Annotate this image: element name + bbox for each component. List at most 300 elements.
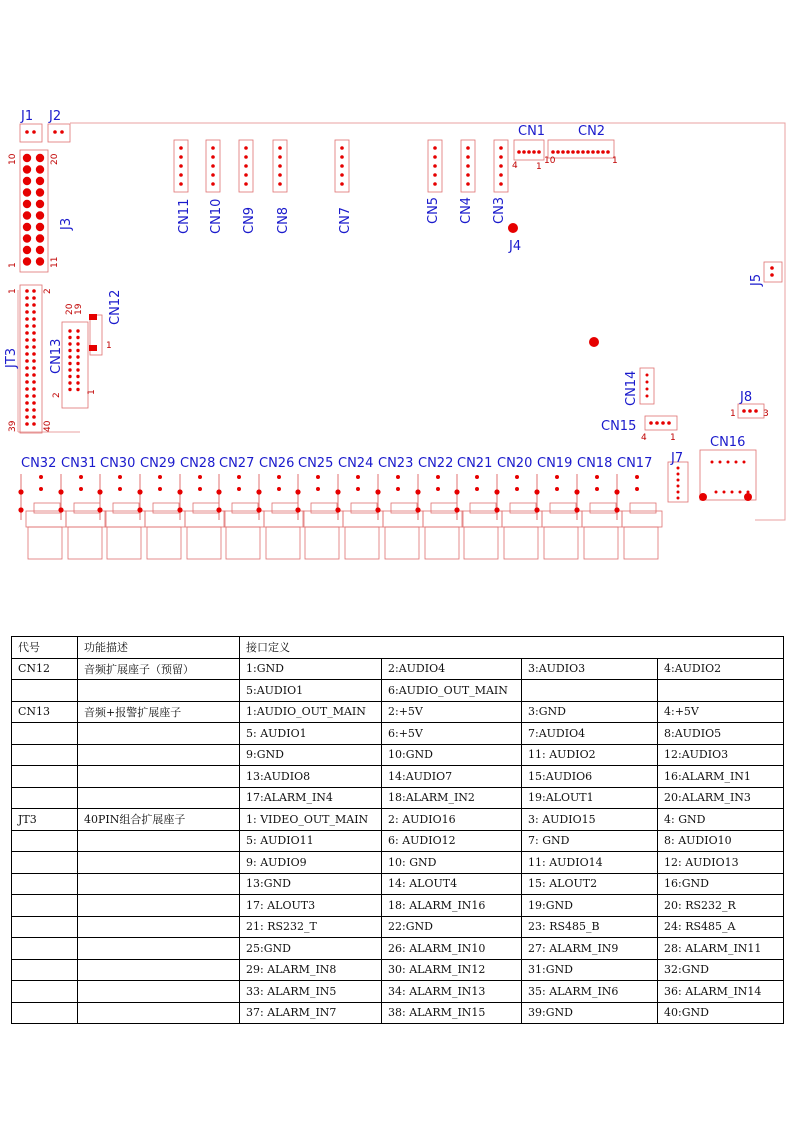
cell-pin: 7: GND [522,830,658,852]
label-cn14: CN14 [624,370,639,406]
cell-pin: 19:ALOUT1 [522,787,658,809]
silkscreen-outline [590,503,616,513]
silkscreen-outline [62,322,88,408]
bnc-pad [216,489,221,494]
silkscreen-outline [48,124,70,142]
silkscreen-outline [28,527,62,559]
label-cn3: CN3 [492,196,507,224]
cell-pin: 39:GND [522,1002,658,1024]
silkscreen-outline [153,503,179,513]
pin-label: 1 [106,341,112,351]
pad [561,150,565,154]
pad [316,475,320,479]
pin-label: 20 [65,303,75,315]
silkscreen-outline [542,511,582,527]
bnc-pad [375,507,380,512]
pad [556,150,560,154]
silkscreen-outline [272,503,298,513]
pad [475,475,479,479]
bnc-pad [256,507,261,512]
cell-pin: 8: AUDIO10 [658,830,784,852]
header-pad [23,177,31,185]
cell-pin: 20:ALARM_IN3 [658,787,784,809]
pad [527,150,531,154]
pad [68,336,71,339]
header-interface: 接口定义 [240,637,784,659]
cell-pin: 15:AUDIO6 [522,766,658,788]
pad [433,182,437,186]
header-pad [36,165,44,173]
cell-code [12,938,78,960]
cell-function: 40PIN组合扩展座子 [78,809,240,831]
bnc-pad [494,489,499,494]
bnc-pad [177,507,182,512]
pad [277,487,281,491]
pad [198,487,202,491]
pad [25,380,29,384]
cell-function [78,680,240,702]
table-header-row [12,637,784,659]
cell-code [12,744,78,766]
pad [76,388,79,391]
silkscreen-outline [305,527,339,559]
label-cn21: CN21 [457,456,493,471]
pad [748,409,752,413]
cell-function [78,981,240,1003]
cell-pin: 13:AUDIO8 [240,766,382,788]
cell-code [12,852,78,874]
cell-pin: 26: ALARM_IN10 [382,938,522,960]
pin-label: 4 [512,161,518,171]
pin-label: 19 [74,303,84,315]
bnc-pad [614,507,619,512]
cell-code: JT3 [12,809,78,831]
label-cn27: CN27 [219,456,255,471]
pin-label: 11 [50,256,60,268]
cell-function [78,873,240,895]
silkscreen-outline [425,527,459,559]
pad [754,409,758,413]
pad [244,164,248,168]
bnc-pad [58,489,63,494]
pad [586,150,590,154]
cell-pin: 37: ALARM_IN7 [240,1002,382,1024]
pad [601,150,605,154]
pad [32,359,36,363]
pad [68,362,71,365]
pad [278,155,282,159]
pad [68,329,71,332]
pad [32,422,36,426]
cell-pin: 10:GND [382,744,522,766]
pad [211,173,215,177]
cell-code [12,766,78,788]
pad [677,497,680,500]
pad [677,473,680,476]
silkscreen-outline [464,527,498,559]
pad [356,475,360,479]
pin-label: 10 [8,153,18,165]
cell-pin: 14: ALOUT4 [382,873,522,895]
silkscreen-outline [74,503,100,513]
cell-pin: 6:+5V [382,723,522,745]
pad [32,310,36,314]
bnc-pad [58,507,63,512]
pad [742,409,746,413]
pad [32,303,36,307]
pad [744,493,752,501]
table-row [12,830,784,852]
pad [499,155,503,159]
pad [25,130,29,134]
pad [25,394,29,398]
pad [79,475,83,479]
silkscreen-outline [510,503,536,513]
cell-pin: 3:AUDIO3 [522,658,658,680]
pad [711,461,714,464]
table-row [12,658,784,680]
cell-pin: 22:GND [382,916,522,938]
pad [466,155,470,159]
pad [581,150,585,154]
cell-function [78,723,240,745]
silkscreen-outline [431,503,457,513]
cell-pin: 24: RS485_A [658,916,784,938]
header-pad [36,223,44,231]
pad [179,146,183,150]
cell-code [12,680,78,702]
pad [25,415,29,419]
bnc-pad [415,507,420,512]
label-cn22: CN22 [418,456,454,471]
pad [396,487,400,491]
silkscreen-outline [624,527,658,559]
pad [211,182,215,186]
cell-code: CN12 [12,658,78,680]
pad [76,329,79,332]
pad [699,493,707,501]
pad [68,375,71,378]
pad [25,345,29,349]
bnc-pad [335,507,340,512]
pad [499,146,503,150]
pad [508,223,518,233]
pad [32,415,36,419]
cell-pin: 5:AUDIO1 [240,680,382,702]
pin-label: 1 [8,262,18,268]
silkscreen-outline [462,511,502,527]
silkscreen-outline [34,503,60,513]
pad [76,342,79,345]
table-row [12,916,784,938]
cell-pin: 36: ALARM_IN14 [658,981,784,1003]
pad [555,475,559,479]
pad [727,461,730,464]
pad [25,366,29,370]
silkscreen-outline [187,527,221,559]
cell-function: 音频扩展座子（预留） [78,658,240,680]
pad [76,381,79,384]
header-pad [36,246,44,254]
silkscreen-outline [343,511,383,527]
pad [158,475,162,479]
silkscreen-outline [147,527,181,559]
pad [25,352,29,356]
cell-pin: 1: VIDEO_OUT_MAIN [240,809,382,831]
pad [32,289,36,293]
pin-label: 39 [8,420,18,432]
label-cn17: CN17 [617,456,653,471]
pad [68,342,71,345]
pad [76,362,79,365]
pad [340,173,344,177]
pad [566,150,570,154]
label-cn30: CN30 [100,456,136,471]
pad [278,182,282,186]
label-cn13: CN13 [49,338,64,374]
cell-pin: 18:ALARM_IN2 [382,787,522,809]
bnc-pad [614,489,619,494]
pad [515,475,519,479]
pin-label: 2 [43,288,53,294]
table-row [12,809,784,831]
silkscreen-outline [226,527,260,559]
cell-code [12,895,78,917]
cell-pin: 2:+5V [382,701,522,723]
cell-pin: 9:GND [240,744,382,766]
pad [515,487,519,491]
cell-pin: 3: AUDIO15 [522,809,658,831]
bnc-pad [534,489,539,494]
pad [118,475,122,479]
pad [25,408,29,412]
label-cn24: CN24 [338,456,374,471]
cell-pin: 13:GND [240,873,382,895]
pad [32,401,36,405]
label-cn7: CN7 [338,206,353,234]
pad [25,387,29,391]
bnc-pad [137,489,142,494]
header-pad [36,177,44,185]
pad [179,155,183,159]
label-cn15: CN15 [601,419,637,434]
silkscreen-outline [303,511,343,527]
pad [735,461,738,464]
pad [89,345,97,351]
silkscreen-outline [502,511,542,527]
header-pad [23,257,31,265]
cell-pin: 16:GND [658,873,784,895]
bnc-pad [454,489,459,494]
label-cn31: CN31 [61,456,97,471]
pad [433,173,437,177]
pad [32,380,36,384]
pad [53,130,57,134]
pad [466,164,470,168]
pad [25,422,29,426]
pad [646,388,649,391]
silkscreen-outline [630,503,656,513]
pad [340,182,344,186]
cell-pin: 11: AUDIO14 [522,852,658,874]
cell-function [78,852,240,874]
pad [237,475,241,479]
pad [32,352,36,356]
pad [25,338,29,342]
pad [655,421,659,425]
cell-code [12,916,78,938]
cell-code [12,830,78,852]
pin-label: 1 [612,156,618,166]
pad [723,491,726,494]
bnc-pad [454,507,459,512]
pad [68,388,71,391]
cell-pin: 15: ALOUT2 [522,873,658,895]
pad [340,164,344,168]
label-cn18: CN18 [577,456,613,471]
pad [499,182,503,186]
bnc-pad [534,507,539,512]
bnc-pad [295,507,300,512]
pad [499,173,503,177]
label-cn20: CN20 [497,456,533,471]
pad [244,155,248,159]
silkscreen-outline [68,527,102,559]
pad [466,173,470,177]
header-pad [23,165,31,173]
silkscreen-outline [470,503,496,513]
pad [89,314,97,320]
pin-label: 2 [52,392,62,398]
table-row [12,852,784,874]
pad [211,155,215,159]
cell-pin: 20: RS232_R [658,895,784,917]
cell-pin: 12:AUDIO3 [658,744,784,766]
pad [79,487,83,491]
pad [118,487,122,491]
pad [522,150,526,154]
bnc-pad [574,507,579,512]
pad [25,289,29,293]
cell-code [12,787,78,809]
header-pad [23,200,31,208]
header-pad [23,246,31,254]
table-row [12,680,784,702]
pad [517,150,521,154]
pad [32,130,36,134]
pad [466,182,470,186]
pad [340,146,344,150]
cell-pin [522,680,658,702]
bnc-pad [256,489,261,494]
silkscreen-outline [385,527,419,559]
cell-pin: 27: ALARM_IN9 [522,938,658,960]
pad [532,150,536,154]
table-row [12,1002,784,1024]
cell-pin: 14:AUDIO7 [382,766,522,788]
cell-code [12,1002,78,1024]
silkscreen-outline [550,503,576,513]
label-cn12: CN12 [108,289,123,325]
pad [595,487,599,491]
bnc-pad [415,489,420,494]
pad [316,487,320,491]
pad [739,491,742,494]
pad [211,146,215,150]
pin-label: 1 [670,433,676,443]
cell-pin: 17: ALOUT3 [240,895,382,917]
label-cn28: CN28 [180,456,216,471]
cell-pin: 5: AUDIO1 [240,723,382,745]
pad [499,164,503,168]
cell-pin: 17:ALARM_IN4 [240,787,382,809]
silkscreen-outline [391,503,417,513]
cell-function [78,830,240,852]
pad [32,331,36,335]
silkscreen-outline [504,527,538,559]
pad [76,349,79,352]
silkscreen-outline [582,511,622,527]
pad [596,150,600,154]
cell-pin: 9: AUDIO9 [240,852,382,874]
pad [76,336,79,339]
pad [68,349,71,352]
pad [551,150,555,154]
label-cn26: CN26 [259,456,295,471]
pad [76,368,79,371]
pad [32,296,36,300]
cell-code [12,981,78,1003]
cell-function [78,938,240,960]
pad [179,164,183,168]
cell-pin: 10: GND [382,852,522,874]
silkscreen-outline [266,527,300,559]
pad [436,487,440,491]
pad [25,303,29,307]
pad [68,355,71,358]
bnc-pad [574,489,579,494]
silkscreen-outline [544,527,578,559]
pad [39,487,43,491]
pad [68,381,71,384]
pad [32,317,36,321]
pad [433,155,437,159]
label-j2: J2 [49,109,62,124]
pad [356,487,360,491]
pin-label: 3 [763,409,769,419]
silkscreen-outline [383,511,423,527]
table-row [12,787,784,809]
cell-pin: 33: ALARM_IN5 [240,981,382,1003]
label-cn8: CN8 [276,206,291,234]
pad [244,146,248,150]
cell-pin: 5: AUDIO11 [240,830,382,852]
cell-pin: 1:AUDIO_OUT_MAIN [240,701,382,723]
cell-pin: 16:ALARM_IN1 [658,766,784,788]
cell-function [78,744,240,766]
pad [731,491,734,494]
pad [770,273,774,277]
cell-code [12,959,78,981]
bnc-pad [177,489,182,494]
pad [677,467,680,470]
label-cn29: CN29 [140,456,176,471]
silkscreen-outline [105,511,145,527]
header-pad [36,154,44,162]
pin-label: 1 [87,389,97,395]
pad [179,173,183,177]
pad [198,475,202,479]
